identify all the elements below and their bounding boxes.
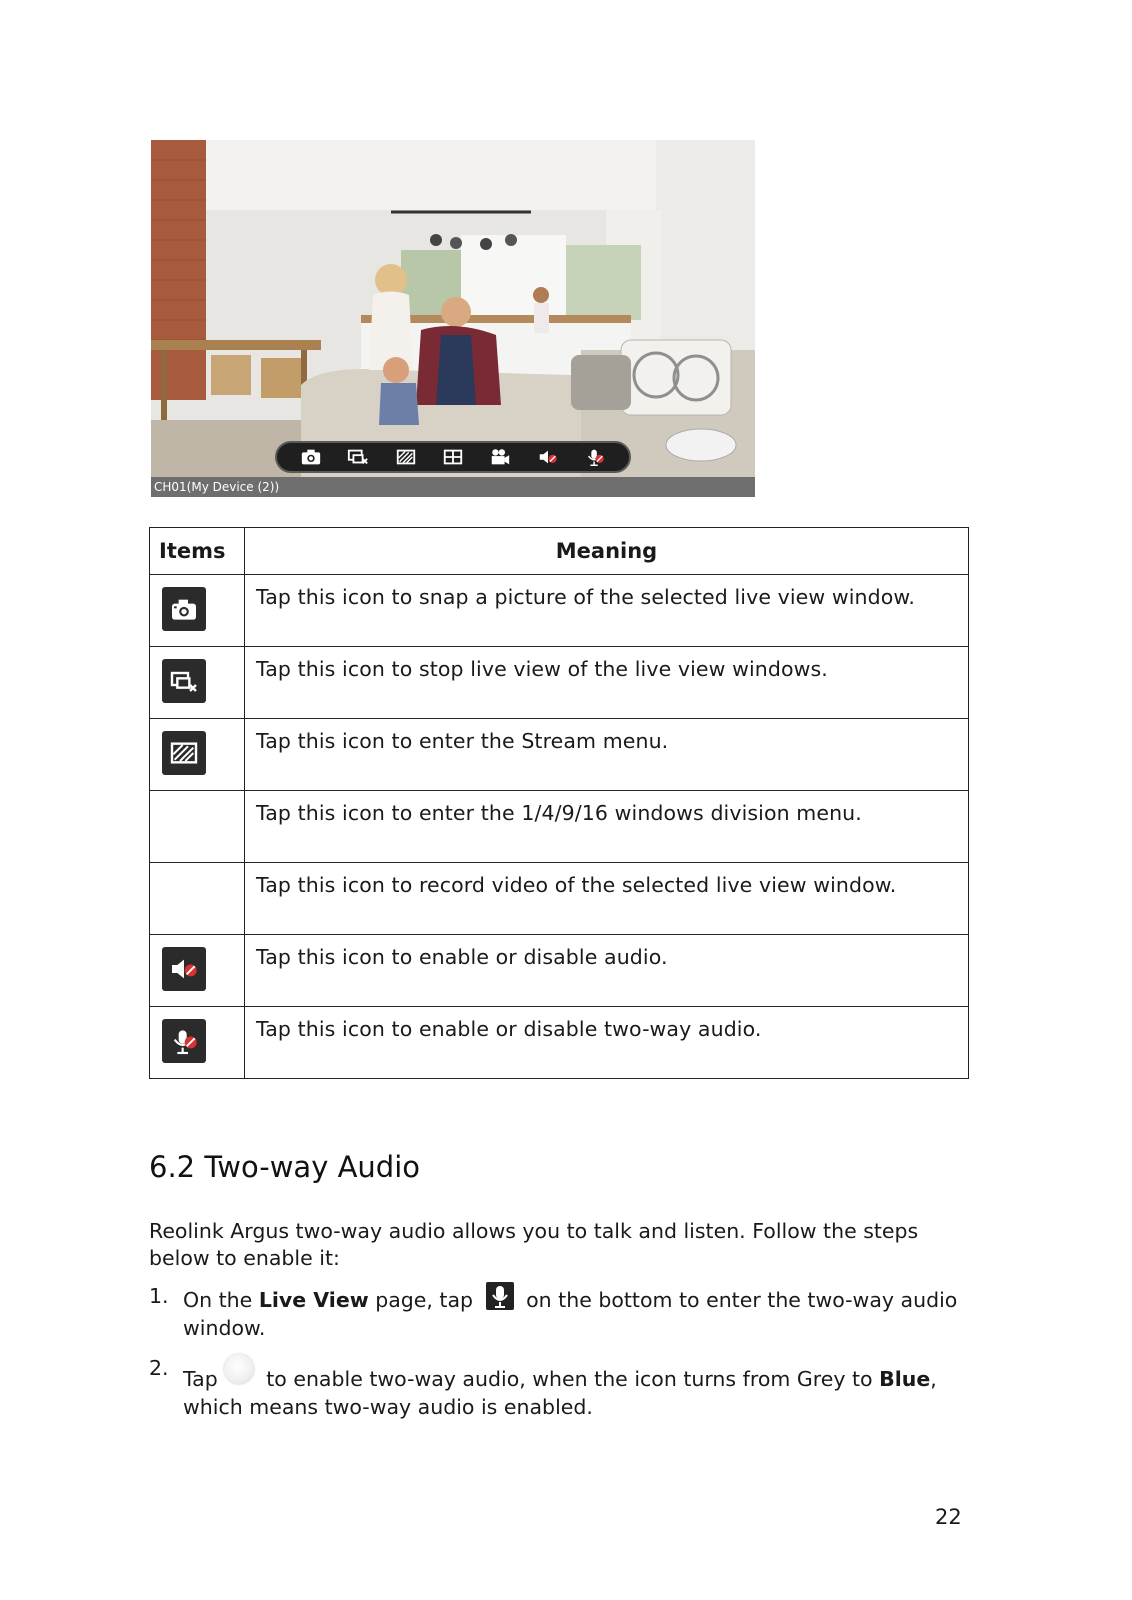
stop-live-view-icon [347, 447, 369, 467]
table-meaning-cell: Tap this icon to enter the 1/4/9/16 windows division menu. [245, 791, 969, 863]
table-row [150, 935, 969, 1007]
table-meaning-cell: Tap this icon to stop live view of the live view windows. [245, 647, 969, 719]
table-icon-cell [150, 719, 245, 791]
live-view-toolbar [275, 441, 631, 473]
mic-muted-icon [584, 447, 606, 467]
table-meaning-cell: Tap this icon to record video of the selected live view window. [245, 863, 969, 935]
step-text: On the [183, 1288, 259, 1312]
icon-meaning-table [149, 527, 969, 1079]
header-items: Items [150, 528, 245, 575]
step-bold-text: Blue [879, 1367, 931, 1391]
table-icon-cell [150, 935, 245, 1007]
step-bold-text: Live View [258, 1288, 369, 1312]
grid-icon [442, 447, 464, 467]
table-row [150, 863, 969, 935]
table-meaning-cell: Tap this icon to enter the Stream menu. [245, 719, 969, 791]
table-icon-cell [150, 863, 245, 935]
stop-live-view-icon [162, 659, 206, 703]
live-view-photo [151, 140, 755, 477]
step-number: 1. [149, 1284, 169, 1308]
table-meaning-cell: Tap this icon to enable or disable audio. [245, 935, 969, 1007]
step-text: page, tap [368, 1288, 474, 1312]
audio-muted-icon [162, 947, 206, 991]
table-icon-cell [150, 647, 245, 719]
channel-caption: CH01(My Device (2)) [151, 477, 755, 497]
table-icon-cell [150, 1007, 245, 1079]
header-meaning: Meaning [245, 528, 969, 575]
step-number: 2. [149, 1356, 169, 1380]
step-text: Tap [183, 1367, 218, 1391]
steps-list [149, 1282, 979, 1433]
table-row [150, 1007, 969, 1079]
camera-icon [162, 587, 206, 631]
table-icon-cell [150, 575, 245, 647]
table-meaning-cell: Tap this icon to snap a picture of the selected live view window. [245, 575, 969, 647]
table-icon-cell [150, 791, 245, 863]
record-button[interactable] [487, 446, 513, 468]
section-title: 6.2 Two-way Audio [149, 1150, 421, 1184]
table-row [150, 791, 969, 863]
two-way-audio-button[interactable] [582, 446, 608, 468]
stream-icon [395, 447, 417, 467]
mic-muted-icon [162, 1019, 206, 1063]
table-meaning-cell: Tap this icon to enable or disable two-way audio. [245, 1007, 969, 1079]
snapshot-button[interactable] [298, 446, 324, 468]
stream-icon [162, 731, 206, 775]
table-row [150, 575, 969, 647]
record-video-icon [489, 447, 511, 467]
list-item [149, 1282, 979, 1342]
window-division-button[interactable] [440, 446, 466, 468]
section-intro: Reolink Argus two-way audio allows you to talk and listen. Follow the steps below to enable it: [149, 1219, 919, 1270]
table-header-row [150, 528, 969, 575]
list-item [149, 1354, 979, 1421]
talk-button-icon [224, 1354, 254, 1384]
table-row [150, 719, 969, 791]
table-row [150, 647, 969, 719]
step-text: on the bottom to enter the two-way audio window. [183, 1288, 958, 1340]
step-text: to enable two-way audio, when the icon turns from Grey to [259, 1367, 880, 1391]
live-view-screenshot [151, 140, 755, 497]
audio-muted-icon [537, 447, 559, 467]
page-number: 22 [935, 1505, 962, 1529]
stop-live-view-button[interactable] [345, 446, 371, 468]
audio-toggle-button[interactable] [535, 446, 561, 468]
camera-icon [300, 447, 322, 467]
stream-button[interactable] [393, 446, 419, 468]
step-text: , which means two-way audio is enabled. [183, 1367, 937, 1419]
mic-icon [486, 1282, 514, 1310]
